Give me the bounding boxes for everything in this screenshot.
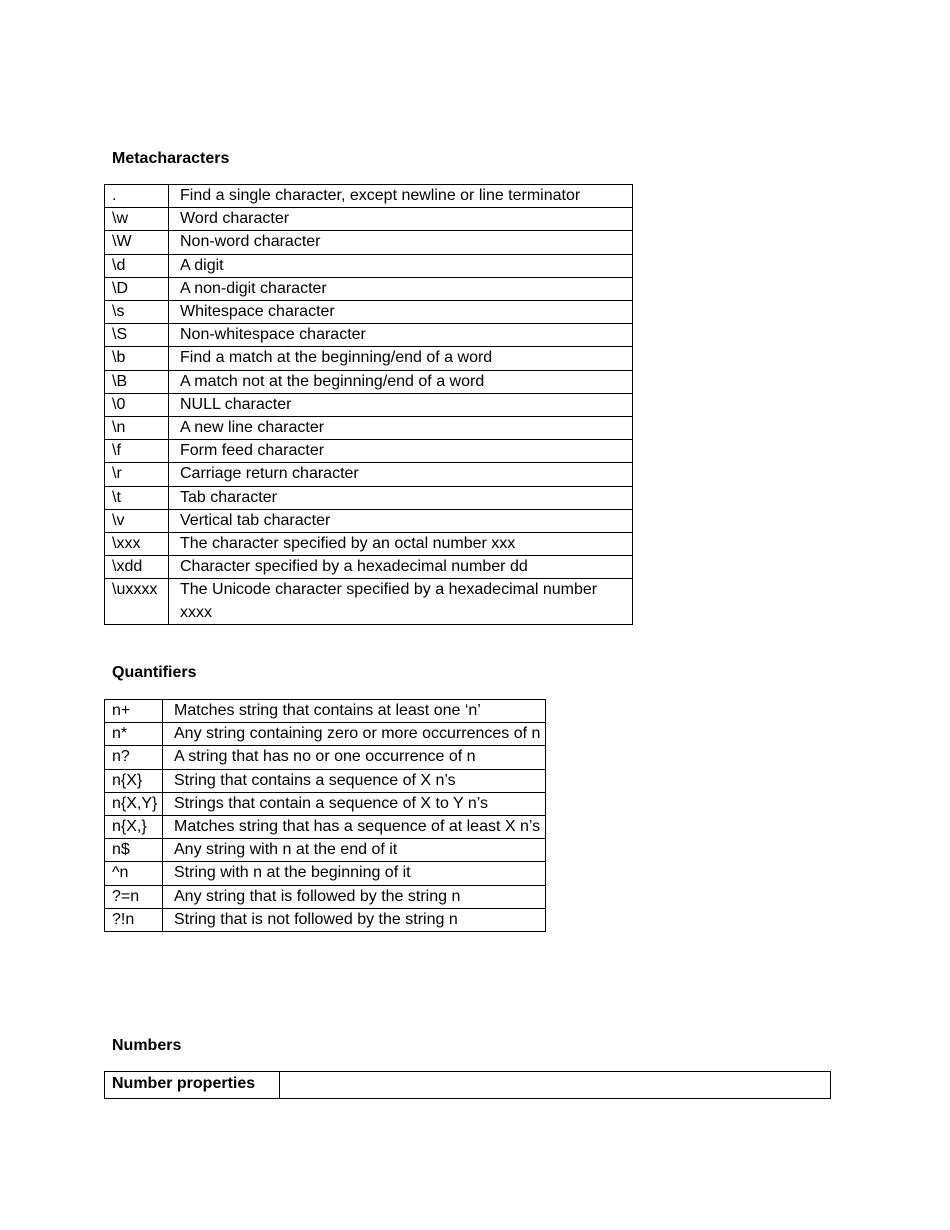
description-cell: Whitespace character xyxy=(169,301,633,324)
table-row xyxy=(105,792,546,815)
table-row xyxy=(105,885,546,908)
code-cell: n* xyxy=(105,723,163,746)
table-row xyxy=(105,908,546,931)
table-row xyxy=(105,700,546,723)
description-cell: Non-word character xyxy=(169,231,633,254)
table-row xyxy=(105,440,633,463)
description-cell: Any string containing zero or more occurrences of n xyxy=(163,723,546,746)
description-cell: Matches string that contains at least one ‘n’ xyxy=(163,700,546,723)
number-properties-table xyxy=(104,1071,831,1099)
description-cell: The character specified by an octal number xxx xyxy=(169,533,633,556)
description-cell: String with n at the beginning of it xyxy=(163,862,546,885)
description-cell: Vertical tab character xyxy=(169,509,633,532)
table-row xyxy=(105,746,546,769)
table-row xyxy=(105,839,546,862)
description-cell: String that is not followed by the string n xyxy=(163,908,546,931)
table-row xyxy=(105,463,633,486)
code-cell: \B xyxy=(105,370,169,393)
table-row xyxy=(105,347,633,370)
description-cell: NULL character xyxy=(169,393,633,416)
table-row xyxy=(105,301,633,324)
number-properties-label: Number properties xyxy=(105,1072,280,1099)
code-cell: n? xyxy=(105,746,163,769)
table-row xyxy=(105,486,633,509)
table-row xyxy=(105,769,546,792)
metacharacters-table xyxy=(104,184,633,625)
quantifiers-table xyxy=(104,699,546,932)
description-cell: Carriage return character xyxy=(169,463,633,486)
code-cell: \xxx xyxy=(105,533,169,556)
code-cell: n+ xyxy=(105,700,163,723)
table-row xyxy=(105,723,546,746)
table-row xyxy=(105,254,633,277)
description-cell: A non-digit character xyxy=(169,277,633,300)
code-cell: \r xyxy=(105,463,169,486)
table-row xyxy=(105,208,633,231)
code-cell: ?=n xyxy=(105,885,163,908)
code-cell: \0 xyxy=(105,393,169,416)
numbers-heading: Numbers xyxy=(112,1037,182,1054)
code-cell: \S xyxy=(105,324,169,347)
description-cell: A new line character xyxy=(169,417,633,440)
description-cell: Character specified by a hexadecimal number dd xyxy=(169,556,633,579)
number-properties-value xyxy=(280,1072,831,1099)
description-cell: Any string with n at the end of it xyxy=(163,839,546,862)
table-row xyxy=(105,231,633,254)
description-cell: Strings that contain a sequence of X to Y n’s xyxy=(163,792,546,815)
code-cell: \v xyxy=(105,509,169,532)
table-row xyxy=(105,1072,831,1099)
table-row xyxy=(105,556,633,579)
table-row xyxy=(105,579,633,624)
description-cell: Non-whitespace character xyxy=(169,324,633,347)
code-cell: \D xyxy=(105,277,169,300)
code-cell: \d xyxy=(105,254,169,277)
code-cell: n{X,} xyxy=(105,816,163,839)
table-row xyxy=(105,417,633,440)
table-row xyxy=(105,509,633,532)
code-cell: n{X,Y} xyxy=(105,792,163,815)
code-cell: ?!n xyxy=(105,908,163,931)
description-cell: Any string that is followed by the string n xyxy=(163,885,546,908)
code-cell: \uxxxx xyxy=(105,579,169,624)
code-cell: \n xyxy=(105,417,169,440)
table-row xyxy=(105,533,633,556)
quantifiers-heading: Quantifiers xyxy=(112,664,197,681)
code-cell: \W xyxy=(105,231,169,254)
table-row xyxy=(105,277,633,300)
code-cell: \t xyxy=(105,486,169,509)
table-row xyxy=(105,862,546,885)
code-cell: \b xyxy=(105,347,169,370)
description-cell: Tab character xyxy=(169,486,633,509)
description-cell: Form feed character xyxy=(169,440,633,463)
description-cell: Matches string that has a sequence of at least X n’s xyxy=(163,816,546,839)
code-cell: \w xyxy=(105,208,169,231)
description-cell: Find a single character, except newline or line terminator xyxy=(169,185,633,208)
table-row xyxy=(105,370,633,393)
code-cell: . xyxy=(105,185,169,208)
description-cell: A digit xyxy=(169,254,633,277)
description-cell: A string that has no or one occurrence of n xyxy=(163,746,546,769)
code-cell: \xdd xyxy=(105,556,169,579)
table-row xyxy=(105,185,633,208)
code-cell: \s xyxy=(105,301,169,324)
description-cell: Word character xyxy=(169,208,633,231)
code-cell: n$ xyxy=(105,839,163,862)
code-cell: n{X} xyxy=(105,769,163,792)
description-cell: Find a match at the beginning/end of a word xyxy=(169,347,633,370)
code-cell: ^n xyxy=(105,862,163,885)
table-row xyxy=(105,393,633,416)
code-cell: \f xyxy=(105,440,169,463)
metacharacters-heading: Metacharacters xyxy=(112,150,230,167)
description-cell: A match not at the beginning/end of a word xyxy=(169,370,633,393)
table-row xyxy=(105,324,633,347)
table-row xyxy=(105,816,546,839)
description-cell: The Unicode character specified by a hexadecimal number xxxx xyxy=(169,579,633,624)
description-cell: String that contains a sequence of X n’s xyxy=(163,769,546,792)
